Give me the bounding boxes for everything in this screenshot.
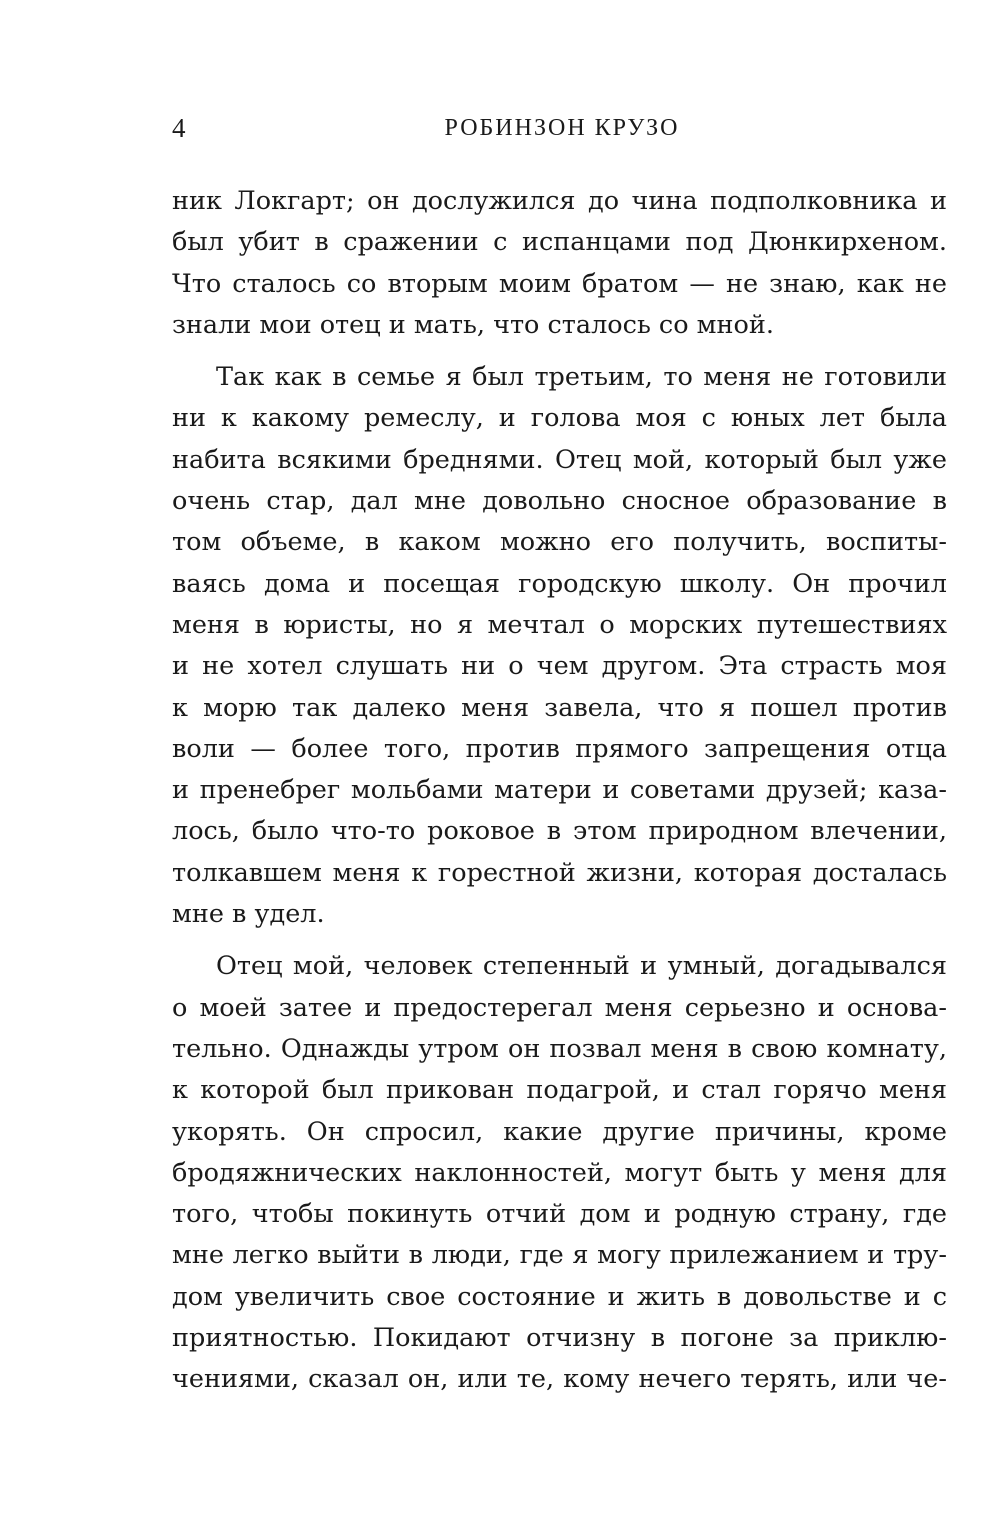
text-line: и не хотел слушать ни о чем другом. Эта страсть моя <box>172 651 947 682</box>
paragraph-1 <box>172 181 947 346</box>
text-line: был убит в сражении с испанцами под Дюнкирхеном. <box>172 227 947 258</box>
text-line: и пренебрег мольбами матери и советами друзей; каза- <box>172 775 947 806</box>
text-line: воли — более того, против прямого запрещения отца <box>172 733 947 764</box>
paragraph-2 <box>172 357 947 935</box>
text-line: к которой был прикован подагрой, и стал горячо меня <box>172 1075 947 1106</box>
text-line: Отец мой, человек степенный и умный, догадывался <box>216 951 947 982</box>
text-line: набита всякими бреднями. Отец мой, который был уже <box>172 444 947 475</box>
text-line: тельно. Однажды утром он позвал меня в свою комнату, <box>172 1033 947 1064</box>
text-line: дом увеличить свое состояние и жить в довольстве и с <box>172 1281 947 1312</box>
book-title: РОБИНЗОН КРУЗО <box>444 115 680 141</box>
text-line: чениями, сказал он, или те, кому нечего терять, или че- <box>172 1364 947 1395</box>
body-text <box>172 181 947 1401</box>
text-line: о моей затее и предостерегал меня серьезно и основа- <box>172 992 947 1023</box>
text-line: толкавшем меня к горестной жизни, которая досталась <box>172 857 947 888</box>
text-line: очень стар, дал мне довольно сносное образование в <box>172 486 947 517</box>
text-line: ник Локгарт; он дослужился до чина подполковника и <box>172 186 947 216</box>
text-line: ни к какому ремеслу, и голова моя с юных лет была <box>172 403 947 434</box>
text-line: укорять. Он спросил, какие другие причины, кроме <box>172 1116 947 1147</box>
page-number: 4 <box>172 113 186 143</box>
text-line: ваясь дома и посещая городскую школу. Он прочил <box>172 568 947 599</box>
text-line: Что сталось со вторым моим братом — не знаю, как не <box>172 268 947 299</box>
running-head <box>172 113 946 153</box>
text-line: бродяжнических наклонностей, могут быть у меня для <box>172 1157 947 1188</box>
text-line: Так как в семье я был третьим, то меня не готовили <box>216 362 947 393</box>
text-line: том объеме, в каком можно его получить, воспиты- <box>172 527 947 558</box>
text-line: мне легко выйти в люди, где я могу прилежанием и тру- <box>172 1240 947 1271</box>
text-line: мне в удел. <box>172 899 325 930</box>
paragraph-3 <box>172 946 947 1400</box>
text-line: приятностью. Покидают отчизну в погоне за приклю- <box>172 1323 947 1354</box>
text-line: того, чтобы покинуть отчий дом и родную страну, где <box>172 1199 947 1230</box>
text-line: меня в юристы, но я мечтал о морских путешествиях <box>172 609 947 640</box>
text-line: к морю так далеко меня завела, что я пошел против <box>172 692 947 723</box>
text-line: знали мои отец и мать, что сталось со мной. <box>172 309 774 340</box>
text-line: лось, было что-то роковое в этом природном влечении, <box>172 816 947 847</box>
